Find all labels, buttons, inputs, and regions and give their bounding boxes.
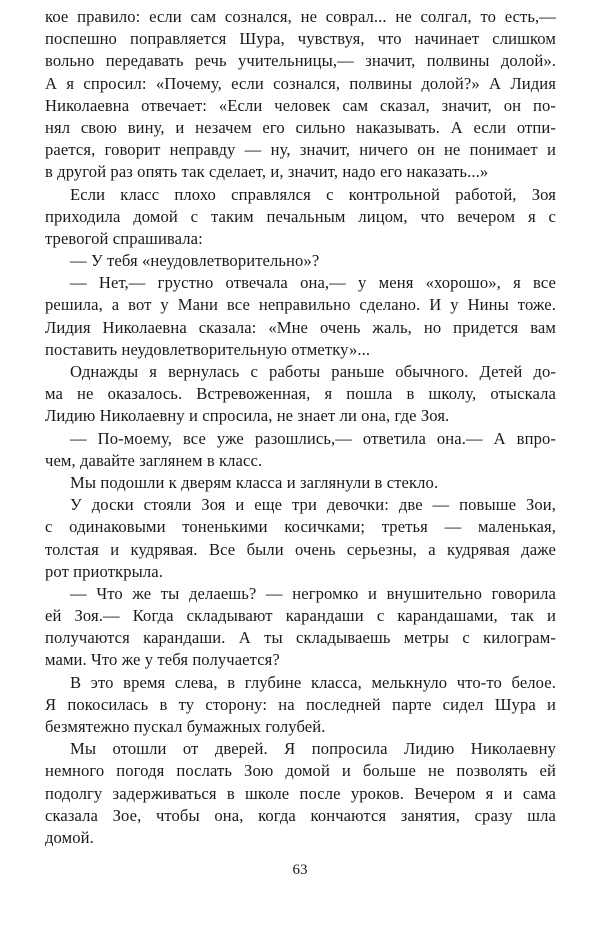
text-line: Лидию Николаевну и спросила, не знает ли она, где Зоя.	[45, 406, 450, 426]
text-line: — Нет,— грустно отвечала она,— у меня «хорошо», я все	[70, 273, 556, 293]
text-line: вольно передавать речь учительницы,— значит, полвины долой».	[45, 51, 556, 71]
text-line: — По-моему, все уже разошлись,— ответила она.— А впро-	[70, 428, 556, 448]
text-line: поспешно поправляется Шура, чувствуя, что начинает слишком	[45, 29, 556, 49]
text-line: безмятежно пускал бумажных голубей.	[45, 717, 326, 736]
text-line: Мы отошли от дверей. Я попросила Лидию Николаевну	[70, 739, 556, 759]
page-body-text	[45, 6, 556, 849]
text-line: толстая и кудрявая. Все были очень серьезны, а кудрявая даже	[45, 539, 556, 559]
text-line: немного погодя послать Зою домой и больше не позволять ей	[45, 761, 556, 781]
text-line: Мы подошли к дверям класса и заглянули в стекло.	[70, 472, 439, 492]
text-line: рот приоткрыла.	[45, 561, 163, 581]
page-number: 63	[292, 862, 308, 878]
text-line: — У тебя «неудовлетворительно»?	[70, 251, 320, 271]
text-line: ей Зоя.— Когда складывают карандаши с карандашами, так и	[45, 606, 556, 626]
text-line: приходила домой с таким печальным лицом, что вечером я с	[45, 206, 556, 226]
text-line: домой.	[45, 827, 94, 847]
text-line: поставить неудовлетворительную отметку»...	[45, 339, 371, 359]
text-line: с одинаковыми тоненькими косичками; третья — маленькая,	[45, 517, 556, 537]
text-line: рается, говорит неправду — ну, значит, ничего он не понимает и	[45, 140, 556, 160]
text-line: мами. Что же у тебя получается?	[45, 650, 280, 670]
text-line: Если класс плохо справлялся с контрольной работой, Зоя	[70, 184, 556, 204]
text-line: В это время слева, в глубине класса, мелькнуло что-то белое.	[70, 672, 556, 692]
text-line: — Что же ты делаешь? — негромко и внушительно говорила	[70, 583, 556, 603]
text-line: Я покосилась в ту сторону: на последней парте сидел Шура и	[45, 694, 556, 714]
text-line: А я спросил: «Почему, если сознался, полвины долой?» А Лидия	[45, 73, 556, 93]
text-line: решила, а вот у Мани все неправильно сделано. И у Нины тоже.	[45, 295, 556, 315]
text-line: кое правило: если сам сознался, не соврал... не солгал, то есть,—	[45, 7, 556, 26]
text-line: Николаевна отвечает: «Если человек сам сказал, значит, он по-	[45, 95, 556, 115]
text-line: чем, давайте заглянем в класс.	[45, 450, 263, 470]
text-line: ма не оказалось. Встревоженная, я пошла в школу, отыскала	[45, 384, 556, 404]
text-line: У доски стояли Зоя и еще три девочки: две — повыше Зои,	[70, 495, 556, 515]
text-line: в другой раз опять так сделает, и, значит, надо его наказать...»	[45, 162, 489, 182]
text-line: Лидия Николаевна сказала: «Мне очень жаль, но придется вам	[45, 317, 556, 337]
text-line: нял свою вину, и незачем его сильно наказывать. А если отпи-	[45, 117, 556, 137]
text-line: получаются карандаши. А ты складываешь метры с килограм-	[45, 628, 556, 648]
text-line: подолгу задерживаться в школе после уроков. Вечером я и сама	[45, 783, 556, 803]
text-line: сказала Зое, чтобы она, когда кончаются занятия, сразу шла	[45, 805, 556, 825]
text-line: тревогой спрашивала:	[45, 228, 203, 248]
text-line: Однажды я вернулась с работы раньше обычного. Детей до-	[70, 362, 556, 381]
